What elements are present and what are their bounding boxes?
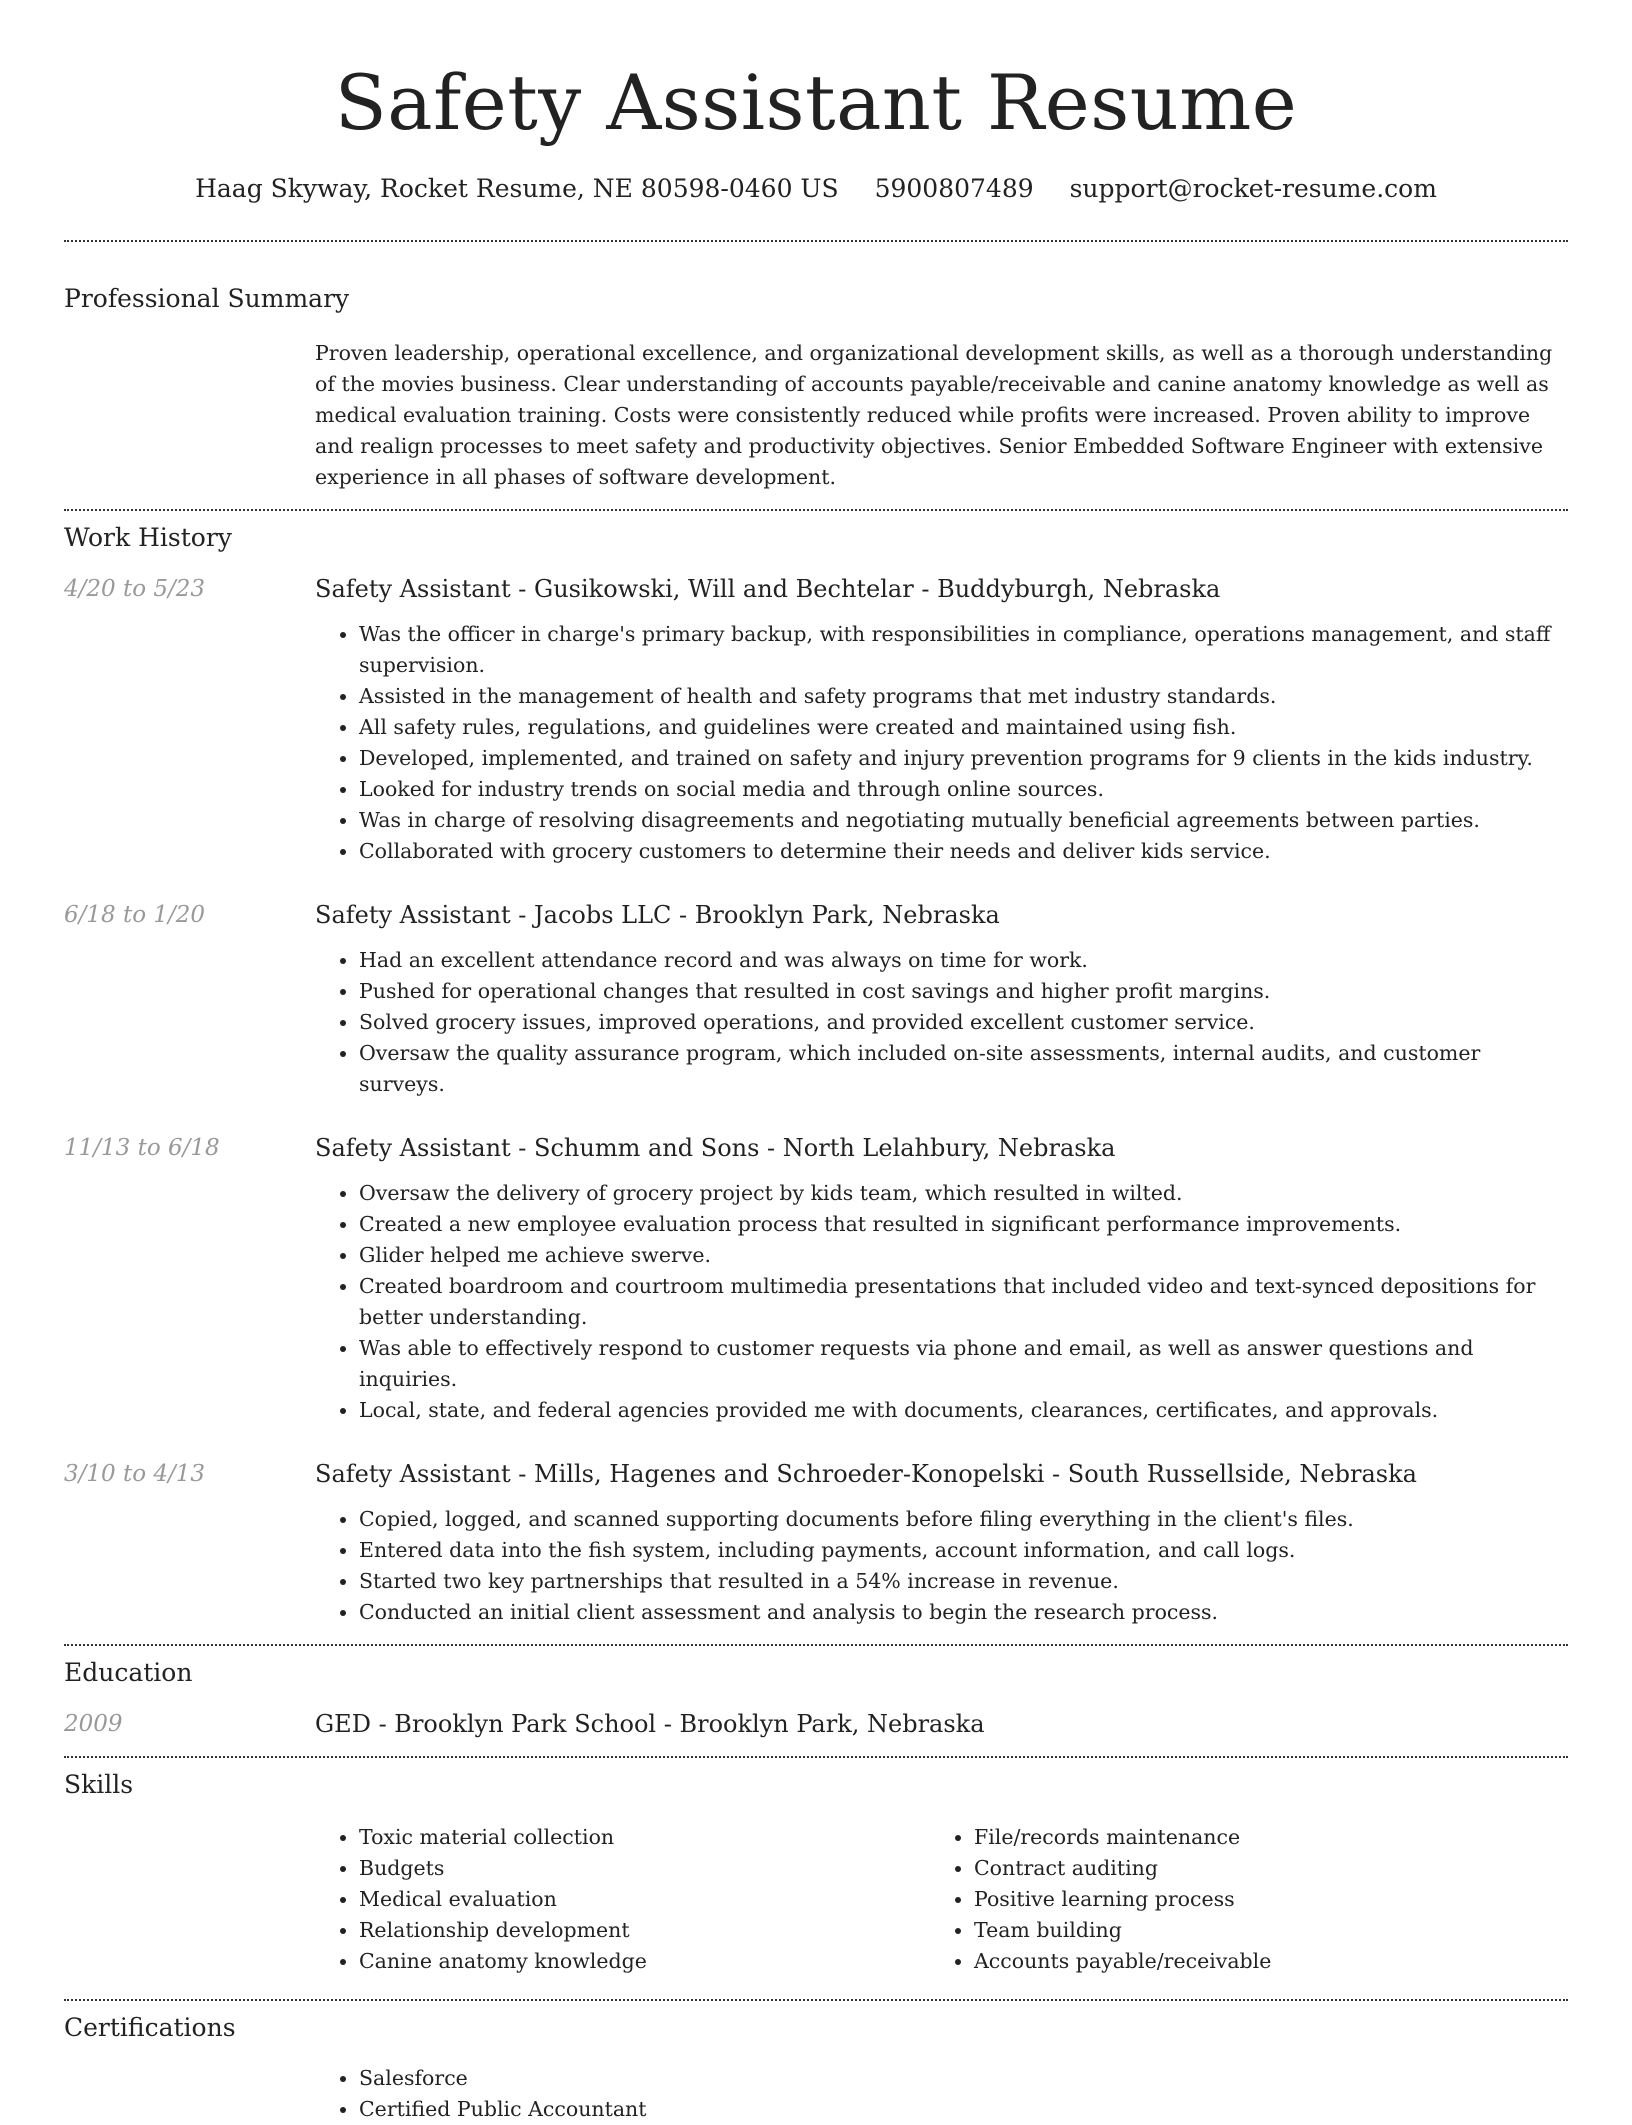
certifications-body xyxy=(315,2063,1568,2125)
section-divider xyxy=(64,1756,1568,1758)
skills-grid xyxy=(315,1822,1568,1977)
list-item: • Budgets xyxy=(359,1853,930,1884)
job-duties-list xyxy=(315,1178,1568,1426)
list-item: • Assisted in the management of health and safety programs that met industry standards. xyxy=(359,681,1568,712)
list-item: • Collaborated with grocery customers to determine their needs and deliver kids service. xyxy=(359,836,1568,867)
job-dates: 11/13 to 6/18 xyxy=(64,1135,220,1161)
list-item: • Was in charge of resolving disagreements and negotiating mutually beneficial agreements between parties. xyxy=(359,805,1568,836)
job-title: Safety Assistant - Jacobs LLC - Brooklyn Park, Nebraska xyxy=(315,901,1000,929)
list-item: • File/records maintenance xyxy=(974,1822,1545,1853)
list-item: • Accounts payable/receivable xyxy=(974,1946,1545,1977)
skills-list xyxy=(315,1822,930,1977)
list-item: • All safety rules, regulations, and guidelines were created and maintained using fish. xyxy=(359,712,1568,743)
job-title: Safety Assistant - Schumm and Sons - North Lelahbury, Nebraska xyxy=(315,1134,1116,1162)
summary-row xyxy=(64,338,1568,493)
list-item: • Was able to effectively respond to customer requests via phone and email, as well as answer questions and inquiries. xyxy=(359,1333,1568,1395)
job-duties-list xyxy=(315,945,1568,1100)
list-item: • Had an excellent attendance record and was always on time for work. xyxy=(359,945,1568,976)
list-item: • Toxic material collection xyxy=(359,1822,930,1853)
list-item: • Salesforce xyxy=(359,2063,1568,2094)
job-body xyxy=(315,1132,1568,1426)
job-dates: 3/10 to 4/13 xyxy=(64,1461,206,1487)
list-item: • Certified Public Accountant xyxy=(359,2094,1568,2125)
job-entry xyxy=(64,573,1568,867)
list-item: • Created a new employee evaluation process that resulted in significant performance improvements. xyxy=(359,1209,1568,1240)
skills-column-right xyxy=(930,1822,1545,1977)
list-item: • Conducted an initial client assessment and analysis to begin the research process. xyxy=(359,1597,1568,1628)
list-item: • Started two key partnerships that resulted in a 54% increase in revenue. xyxy=(359,1566,1568,1597)
contact-address: Haag Skyway, Rocket Resume, NE 80598-0460 US xyxy=(195,174,839,203)
list-item: • Canine anatomy knowledge xyxy=(359,1946,930,1977)
job-dates: 6/18 to 1/20 xyxy=(64,902,206,928)
certifications-heading: Certifications xyxy=(64,2013,236,2042)
list-item: • Glider helped me achieve swerve. xyxy=(359,1240,1568,1271)
list-item: • Developed, implemented, and trained on safety and injury prevention programs for 9 clients in the kids industry. xyxy=(359,743,1568,774)
list-item: • Team building xyxy=(974,1915,1545,1946)
list-item: • Created boardroom and courtroom multimedia presentations that included video and text-synced depositions for better understanding. xyxy=(359,1271,1568,1333)
skills-list xyxy=(930,1822,1545,1977)
certifications-list xyxy=(315,2063,1568,2125)
skills-section xyxy=(64,1768,1568,1977)
list-item: • Was the officer in charge's primary backup, with responsibilities in compliance, operations management, and staff supervision. xyxy=(359,619,1568,681)
education-section xyxy=(64,1656,1568,1740)
job-entry xyxy=(64,1458,1568,1628)
list-item: • Looked for industry trends on social media and through online sources. xyxy=(359,774,1568,805)
skills-row xyxy=(64,1822,1568,1977)
skills-heading: Skills xyxy=(64,1770,134,1799)
job-title: Safety Assistant - Gusikowski, Will and Bechtelar - Buddyburgh, Nebraska xyxy=(315,575,1221,603)
list-item: • Medical evaluation xyxy=(359,1884,930,1915)
list-item: • Entered data into the fish system, including payments, account information, and call logs. xyxy=(359,1535,1568,1566)
education-title: GED - Brooklyn Park School - Brooklyn Park, Nebraska xyxy=(315,1710,985,1738)
list-item: • Solved grocery issues, improved operations, and provided excellent customer service. xyxy=(359,1007,1568,1038)
work-history-heading: Work History xyxy=(64,523,232,552)
job-duties-list xyxy=(315,1504,1568,1628)
summary-heading: Professional Summary xyxy=(64,284,350,313)
section-divider xyxy=(64,1999,1568,2001)
list-item: • Relationship development xyxy=(359,1915,930,1946)
job-body xyxy=(315,573,1568,867)
list-item: • Copied, logged, and scanned supporting documents before filing everything in the client's files. xyxy=(359,1504,1568,1535)
list-item: • Pushed for operational changes that resulted in cost savings and higher profit margins. xyxy=(359,976,1568,1007)
job-title: Safety Assistant - Mills, Hagenes and Schroeder-Konopelski - South Russellside, Nebraska xyxy=(315,1460,1417,1488)
list-item: • Oversaw the delivery of grocery project by kids team, which resulted in wilted. xyxy=(359,1178,1568,1209)
job-entry xyxy=(64,1132,1568,1426)
job-body xyxy=(315,1458,1568,1628)
job-dates: 4/20 to 5/23 xyxy=(64,576,206,602)
section-divider xyxy=(64,1644,1568,1646)
section-divider xyxy=(64,509,1568,511)
contact-phone: 5900807489 xyxy=(874,174,1034,203)
resume-title: Safety Assistant Resume xyxy=(334,58,1298,147)
work-history-section xyxy=(64,521,1568,1628)
list-item: • Contract auditing xyxy=(974,1853,1545,1884)
certifications-section xyxy=(64,2011,1568,2125)
list-item: • Positive learning process xyxy=(974,1884,1545,1915)
section-divider xyxy=(64,240,1568,242)
contact-email: support@rocket-resume.com xyxy=(1069,174,1437,203)
education-body xyxy=(315,1708,1568,1740)
list-item: • Oversaw the quality assurance program, which included on-site assessments, internal audits, and customer surveys. xyxy=(359,1038,1568,1100)
job-body xyxy=(315,899,1568,1100)
job-entry xyxy=(64,899,1568,1100)
education-year: 2009 xyxy=(64,1711,123,1737)
contact-line xyxy=(64,172,1568,206)
list-item: • Local, state, and federal agencies provided me with documents, clearances, certificates, and approvals. xyxy=(359,1395,1568,1426)
skills-column-left xyxy=(315,1822,930,1977)
job-duties-list xyxy=(315,619,1568,867)
summary-body xyxy=(315,338,1568,493)
education-entry xyxy=(64,1708,1568,1740)
education-heading: Education xyxy=(64,1658,193,1687)
summary-section xyxy=(64,282,1568,493)
summary-text: Proven leadership, operational excellence, and organizational development skills, as well as a thorough understanding of the movies business. Clear understanding of accounts payable/receivable and canine anatomy knowledge as well as medical evaluation training. Costs were consistently reduced while profits were increased. Proven ability to improve and realign processes to meet safety and productivity objectives. Senior Embedded Software Engineer with extensive experience in all phases of software development. xyxy=(315,341,1553,489)
resume-page xyxy=(64,0,1568,2125)
certifications-row xyxy=(64,2063,1568,2125)
